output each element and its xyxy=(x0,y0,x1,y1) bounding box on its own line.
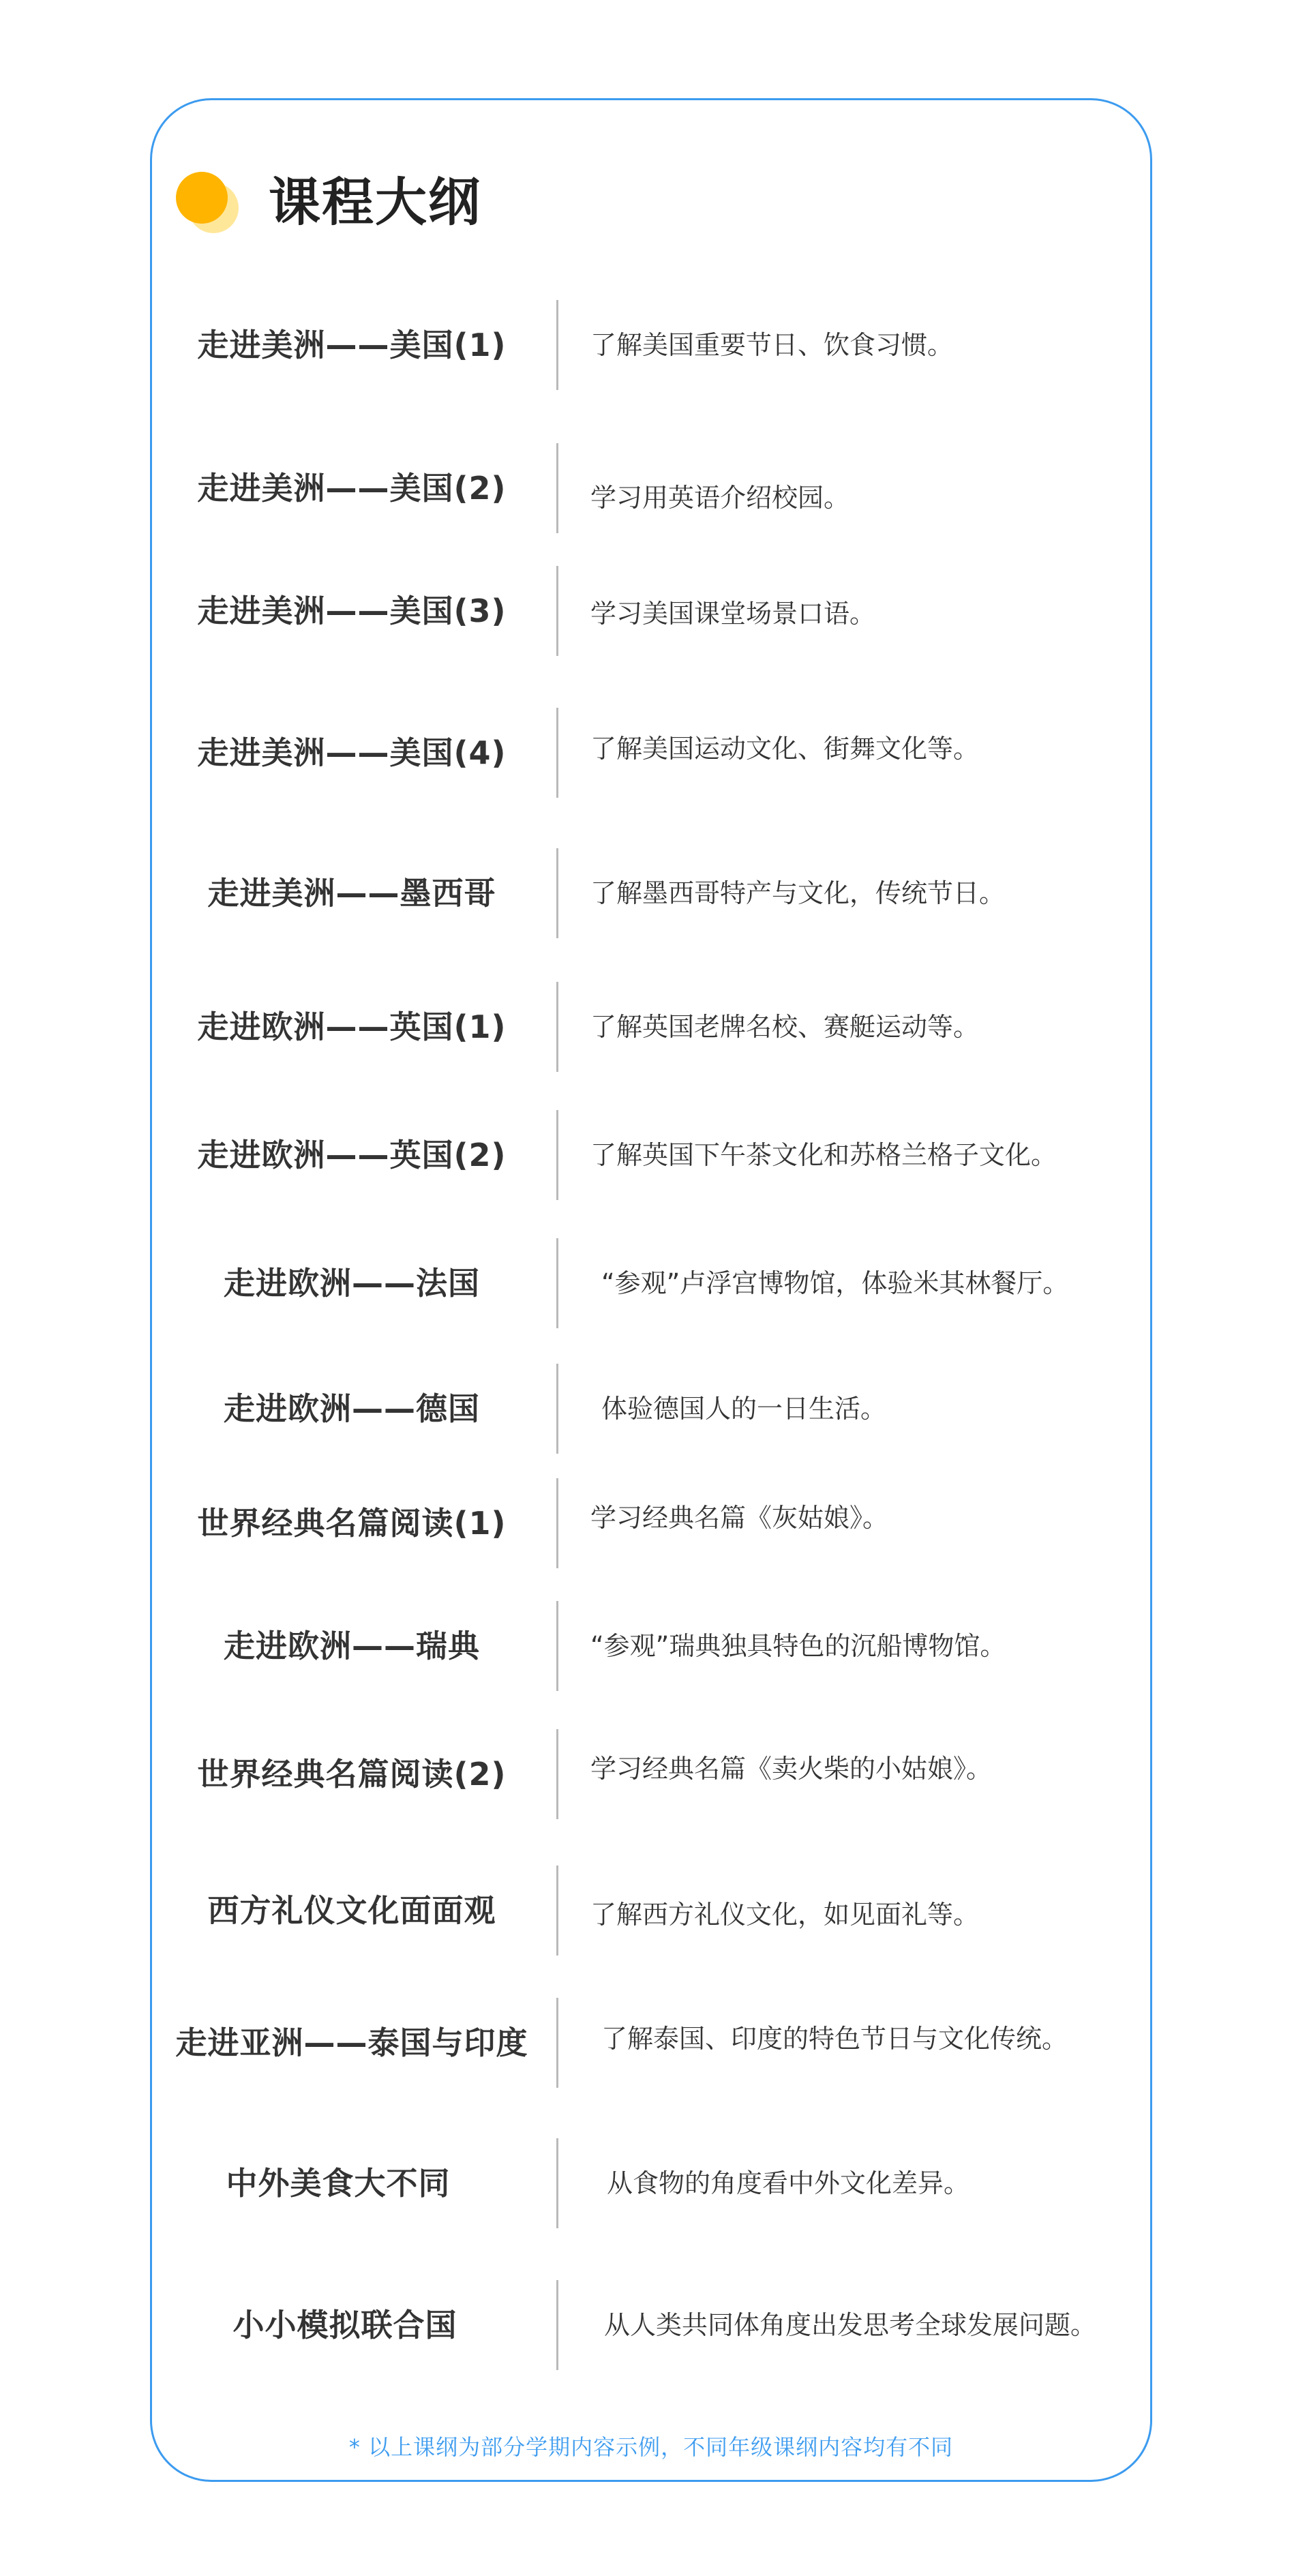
row-divider xyxy=(556,708,558,798)
course-name: 走进美洲——美国(2) xyxy=(197,470,507,507)
course-desc: 了解英国下午茶文化和苏格兰格子文化。 xyxy=(590,1140,1057,1170)
course-name: 世界经典名篇阅读(1) xyxy=(197,1505,507,1542)
row-divider xyxy=(556,2280,558,2370)
row-divider xyxy=(556,1729,558,1819)
course-row xyxy=(154,2136,1149,2231)
course-name: 小小模拟联合国 xyxy=(232,2307,457,2343)
course-name: 西方礼仪文化面面观 xyxy=(207,1892,496,1929)
course-desc: 了解泰国、印度的特色节日与文化传统。 xyxy=(601,2024,1068,2054)
course-name: 走进美洲——美国(4) xyxy=(197,734,507,771)
course-name: 世界经典名篇阅读(2) xyxy=(197,1756,507,1793)
course-desc: “参观”瑞典独具特色的沉船博物馆。 xyxy=(590,1631,1006,1661)
course-row xyxy=(154,1361,1149,1456)
course-name: 走进欧洲——英国(1) xyxy=(197,1008,507,1045)
course-name: 走进欧洲——瑞典 xyxy=(224,1628,480,1664)
circle-bullet-icon xyxy=(176,170,244,232)
course-desc: 学习美国课堂场景口语。 xyxy=(590,599,876,629)
footnote: * 以上课纲为部分学期内容示例，不同年级课纲内容均有不同 xyxy=(348,2434,954,2460)
course-row xyxy=(154,845,1149,941)
bullet-dot xyxy=(176,172,228,224)
course-name: 走进美洲——美国(3) xyxy=(197,593,507,629)
row-divider xyxy=(556,1998,558,2088)
course-row xyxy=(154,979,1149,1075)
course-row xyxy=(154,1995,1149,2091)
course-desc: 学习经典名篇《卖火柴的小姑娘》。 xyxy=(590,1754,993,1784)
row-divider xyxy=(556,2138,558,2228)
row-divider xyxy=(556,1238,558,1328)
section-header xyxy=(176,164,653,239)
course-row xyxy=(154,440,1149,536)
course-name: 走进欧洲——德国 xyxy=(224,1390,480,1427)
course-row xyxy=(154,297,1149,393)
row-divider xyxy=(556,1110,558,1200)
course-row xyxy=(154,2277,1149,2373)
course-desc: 了解美国重要节日、饮食习惯。 xyxy=(590,330,954,360)
course-desc: 了解西方礼仪文化，如见面礼等。 xyxy=(590,1900,980,1930)
course-row xyxy=(154,705,1149,800)
course-desc: 了解墨西哥特产与文化，传统节日。 xyxy=(590,878,1006,908)
course-desc: 体验德国人的一日生活。 xyxy=(601,1394,887,1424)
course-row xyxy=(154,563,1149,659)
course-name: 走进美洲——美国(1) xyxy=(197,327,507,363)
course-name: 走进美洲——墨西哥 xyxy=(207,875,496,912)
course-desc: 了解美国运动文化、街舞文化等。 xyxy=(590,734,980,764)
row-divider xyxy=(556,982,558,1072)
course-row xyxy=(154,1726,1149,1822)
course-desc: 学习用英语介绍校园。 xyxy=(590,483,850,513)
course-row xyxy=(154,1235,1149,1331)
course-row xyxy=(154,1476,1149,1571)
row-divider xyxy=(556,1601,558,1691)
course-row xyxy=(154,1863,1149,1958)
row-divider xyxy=(556,1478,558,1568)
course-row xyxy=(154,1598,1149,1694)
course-desc: 从食物的角度看中外文化差异。 xyxy=(607,2168,970,2198)
course-desc: 了解英国老牌名校、赛艇运动等。 xyxy=(590,1012,980,1042)
row-divider xyxy=(556,300,558,390)
course-name: 走进亚洲——泰国与印度 xyxy=(175,2024,528,2061)
section-title: 课程大纲 xyxy=(269,172,481,233)
course-desc: “参观”卢浮宫博物馆，体验米其林餐厅。 xyxy=(601,1268,1069,1298)
row-divider xyxy=(556,566,558,656)
course-desc: 从人类共同体角度出发思考全球发展问题。 xyxy=(604,2310,1097,2340)
course-name: 走进欧洲——英国(2) xyxy=(197,1137,507,1173)
row-divider xyxy=(556,443,558,533)
course-name: 中外美食大不同 xyxy=(226,2165,451,2202)
course-name: 走进欧洲——法国 xyxy=(224,1265,480,1302)
course-row xyxy=(154,1107,1149,1203)
row-divider xyxy=(556,1364,558,1454)
row-divider xyxy=(556,1866,558,1956)
course-desc: 学习经典名篇《灰姑娘》。 xyxy=(590,1503,889,1533)
row-divider xyxy=(556,848,558,938)
